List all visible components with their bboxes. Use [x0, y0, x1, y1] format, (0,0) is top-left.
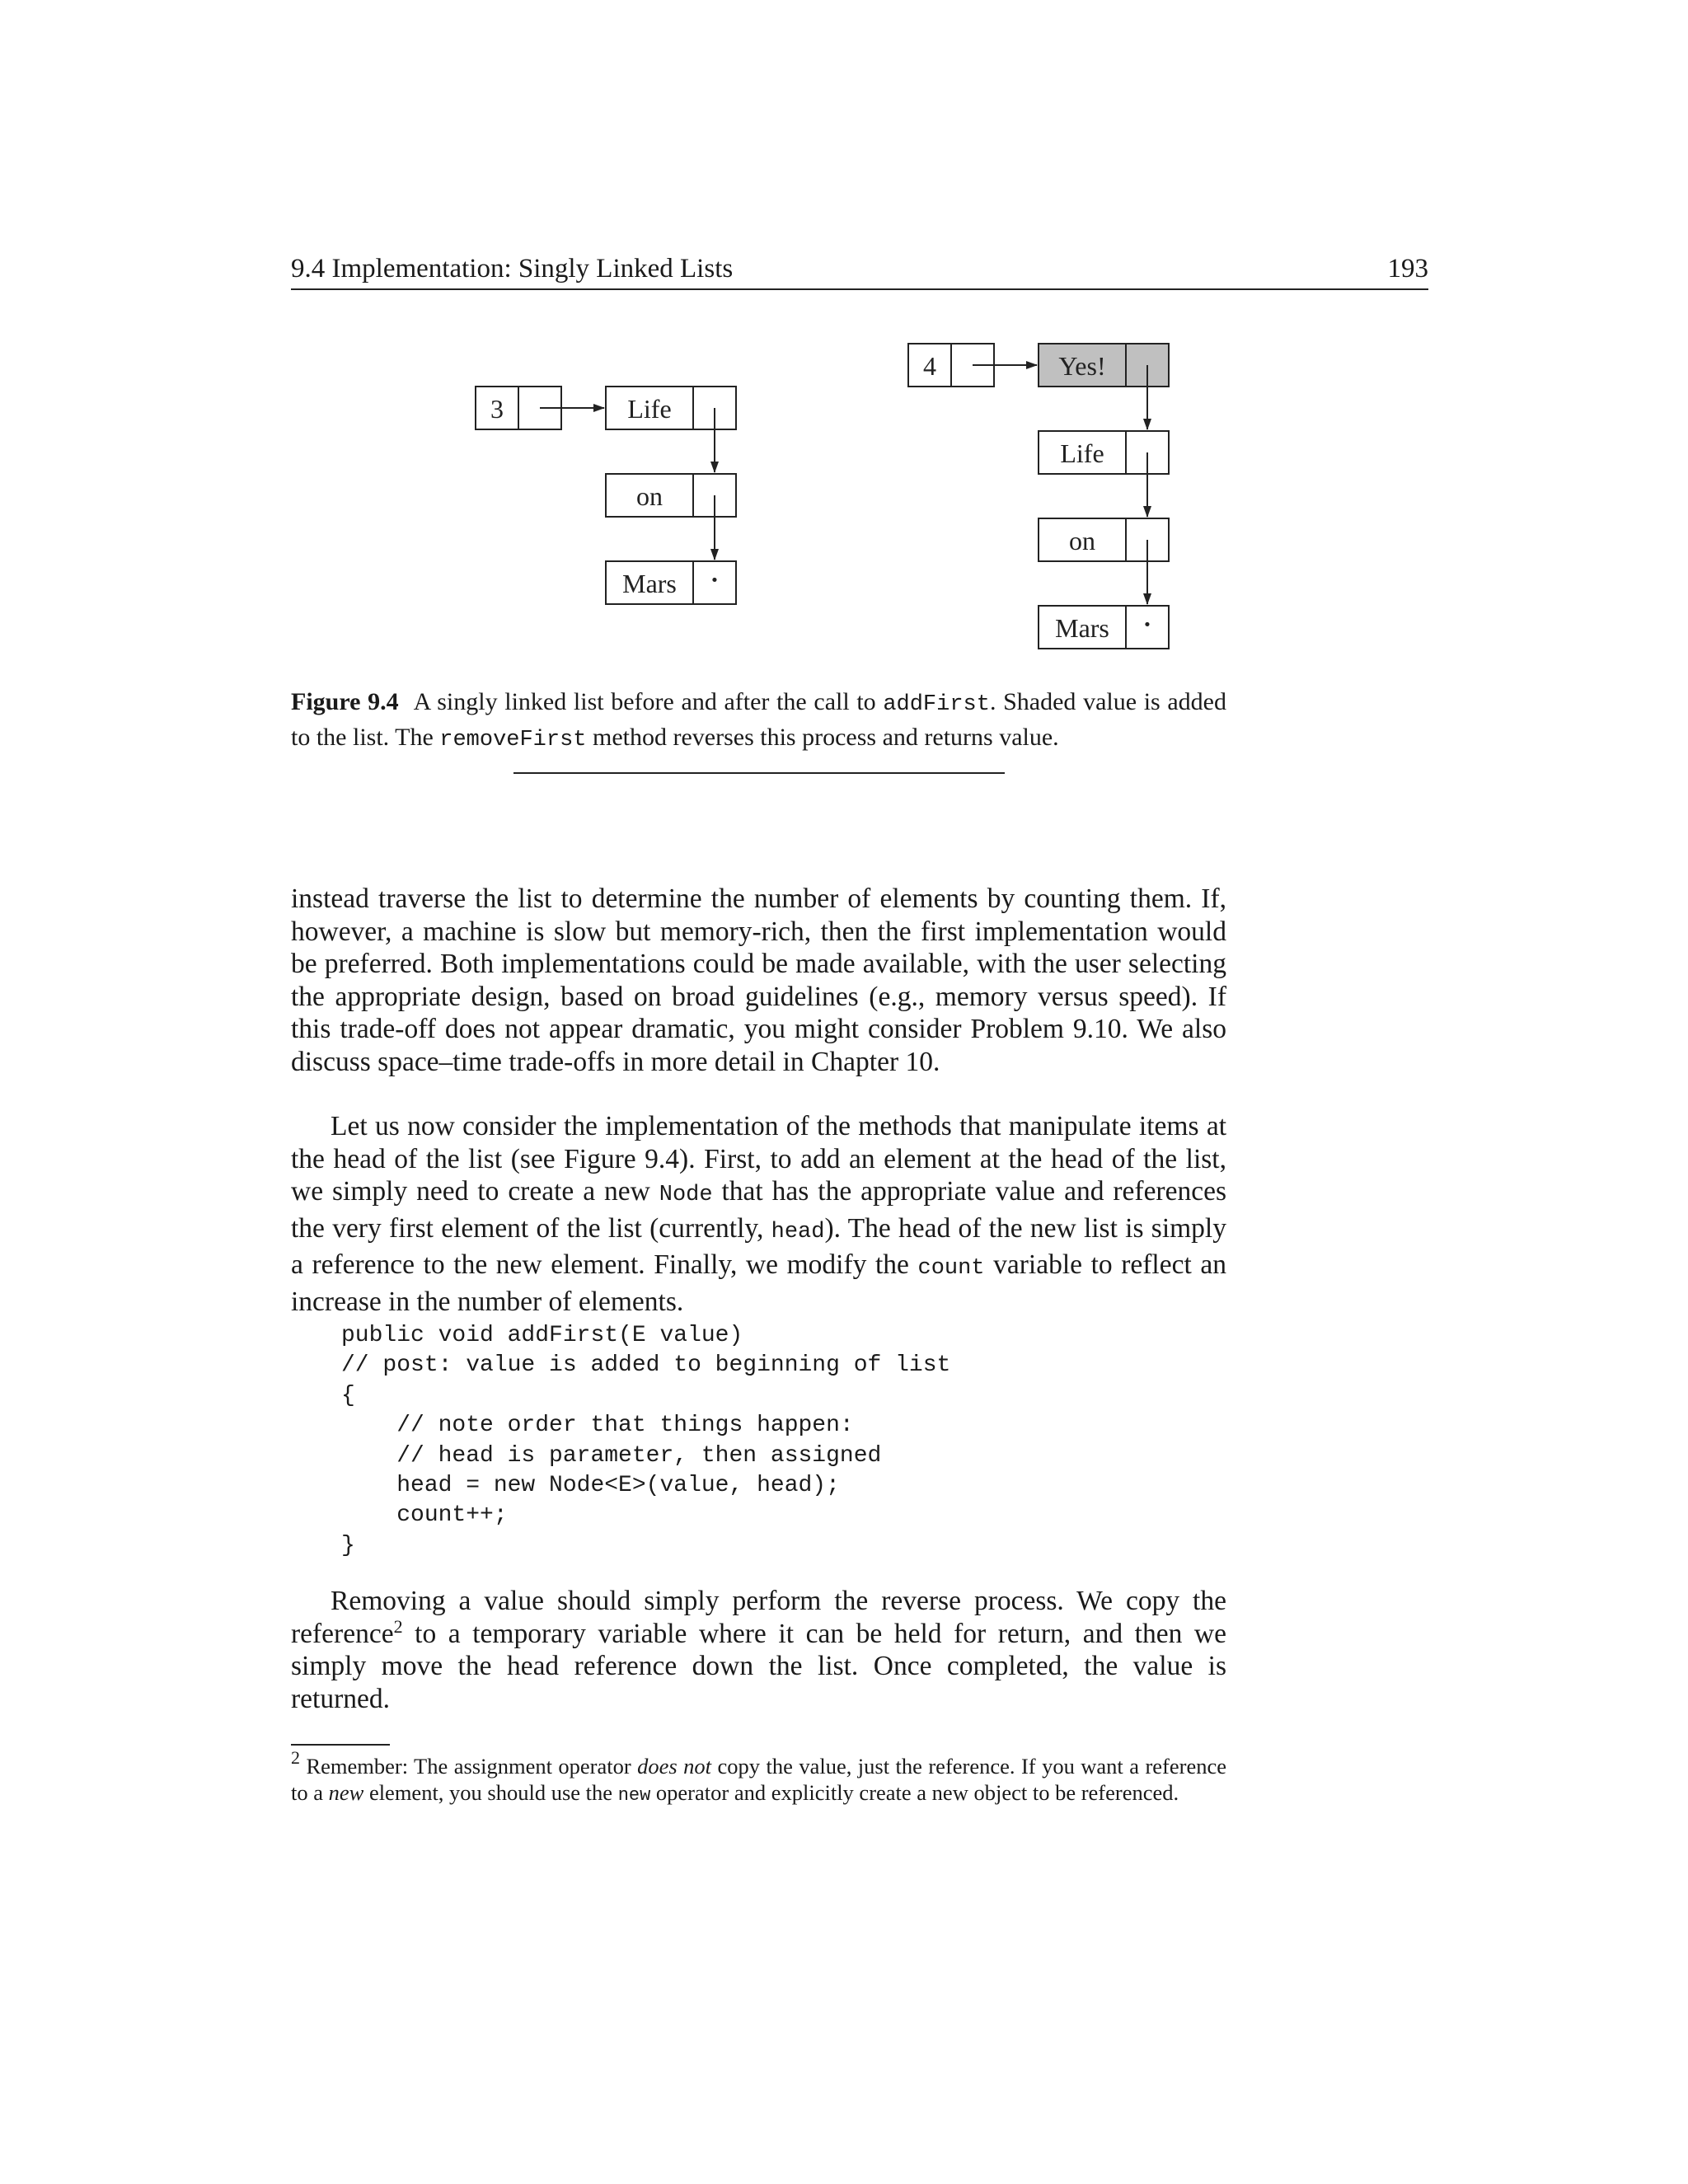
- figure-caption: [291, 686, 1226, 757]
- inline-code: head: [771, 1219, 825, 1244]
- text-run: copy the value, just the reference. If you want a reference to a: [291, 1754, 1227, 1805]
- text-run: Let us now consider the implementation of the methods that manipulate items at the head of the list (see Figure 9.4). First, to add an element at the head of the list, we simply need to create a new: [291, 1111, 1226, 1207]
- caption-text: method reverses this process and returns value.: [586, 724, 1059, 751]
- text-run: variable to reflect an increase in the number of elements.: [291, 1249, 1226, 1317]
- paragraph-text: instead traverse the list to determine the number of elements by counting them. If, however, a machine is slow but memory-rich, then the first implementation would be preferred. Both implementations could be made available, with the user selecting the appropriate design, based on broad guidelines (e.g., memory versus speed). If this trade-off does not appear dramatic, you might consider Problem 9.10. We also discuss space–time trade-offs in more detail in Chapter 10.: [291, 883, 1226, 1077]
- list-node: [606, 561, 736, 604]
- body-paragraph: [291, 1110, 1226, 1318]
- node-value: Mars: [622, 569, 677, 598]
- text-run: ). The head of the new list is simply a reference to the new element. Finally, we modify the: [291, 1212, 1226, 1280]
- footnote: [291, 1747, 1227, 1809]
- text-run: operator and explicitly create a new object to be referenced.: [650, 1780, 1179, 1805]
- emphasis: new: [328, 1780, 364, 1805]
- list-node: [1039, 606, 1169, 649]
- text-run: that has the appropriate value and references the very first element of the list (currently,: [291, 1176, 1226, 1244]
- figure-label: Figure 9.4: [291, 688, 399, 715]
- caption-text: . Shaded value is added to the list. The: [291, 688, 1226, 751]
- node-value: Life: [1060, 438, 1104, 468]
- text-run: Removing a value should simply perform the reverse process. We copy the reference: [291, 1586, 1226, 1649]
- body-paragraph: [291, 883, 1226, 1078]
- list-node-added: [1039, 344, 1169, 387]
- paragraph-text: [291, 1585, 1226, 1715]
- footnote-reference[interactable]: 2: [393, 1615, 403, 1637]
- list-after: [908, 344, 1169, 649]
- node-value: Life: [627, 394, 672, 424]
- count-value: 4: [923, 351, 936, 381]
- list-before: [476, 387, 736, 604]
- footnote-divider: [291, 1744, 390, 1746]
- inline-code: count: [917, 1256, 985, 1281]
- section-title: 9.4 Implementation: Singly Linked Lists: [291, 254, 734, 284]
- list-node: [606, 474, 736, 517]
- list-node: [1039, 431, 1169, 474]
- paragraph-text: [291, 1110, 1226, 1318]
- text-run: element, you should use the: [363, 1780, 618, 1805]
- node-value: Yes!: [1058, 351, 1106, 381]
- body-paragraph: [291, 1585, 1226, 1715]
- linked-list-figure: [0, 0, 1688, 676]
- text-run: to a temporary variable where it can be held for return, and then we simply move the head reference down the list. Once completed, the value is returned.: [291, 1618, 1226, 1714]
- inline-code: new: [617, 1785, 651, 1806]
- figure-divider: [513, 772, 1005, 774]
- caption-text: A singly linked list before and after the call to: [413, 688, 884, 715]
- node-value: on: [1069, 526, 1095, 555]
- null-pointer-marker: ·: [710, 565, 720, 594]
- node-value: on: [636, 481, 663, 511]
- text-run: Remember: The assignment operator: [300, 1754, 638, 1779]
- page-number: 193: [1387, 254, 1428, 284]
- count-value: 3: [490, 394, 504, 424]
- emphasis: does not: [637, 1754, 712, 1779]
- list-node: [1039, 518, 1169, 561]
- footnote-mark: 2: [291, 1747, 300, 1768]
- inline-code: Node: [659, 1183, 713, 1207]
- code-listing: public void addFirst(E value) // post: value is added to beginning of list { // note order that things happen: // head is parameter, then assigned head = new Node<E>(value, head); count++; }: [341, 1323, 951, 1558]
- null-pointer-marker: ·: [1142, 609, 1152, 639]
- caption-code: addFirst: [883, 692, 990, 717]
- caption-code: removeFirst: [439, 728, 587, 752]
- list-node: [606, 387, 736, 429]
- node-value: Mars: [1055, 613, 1109, 643]
